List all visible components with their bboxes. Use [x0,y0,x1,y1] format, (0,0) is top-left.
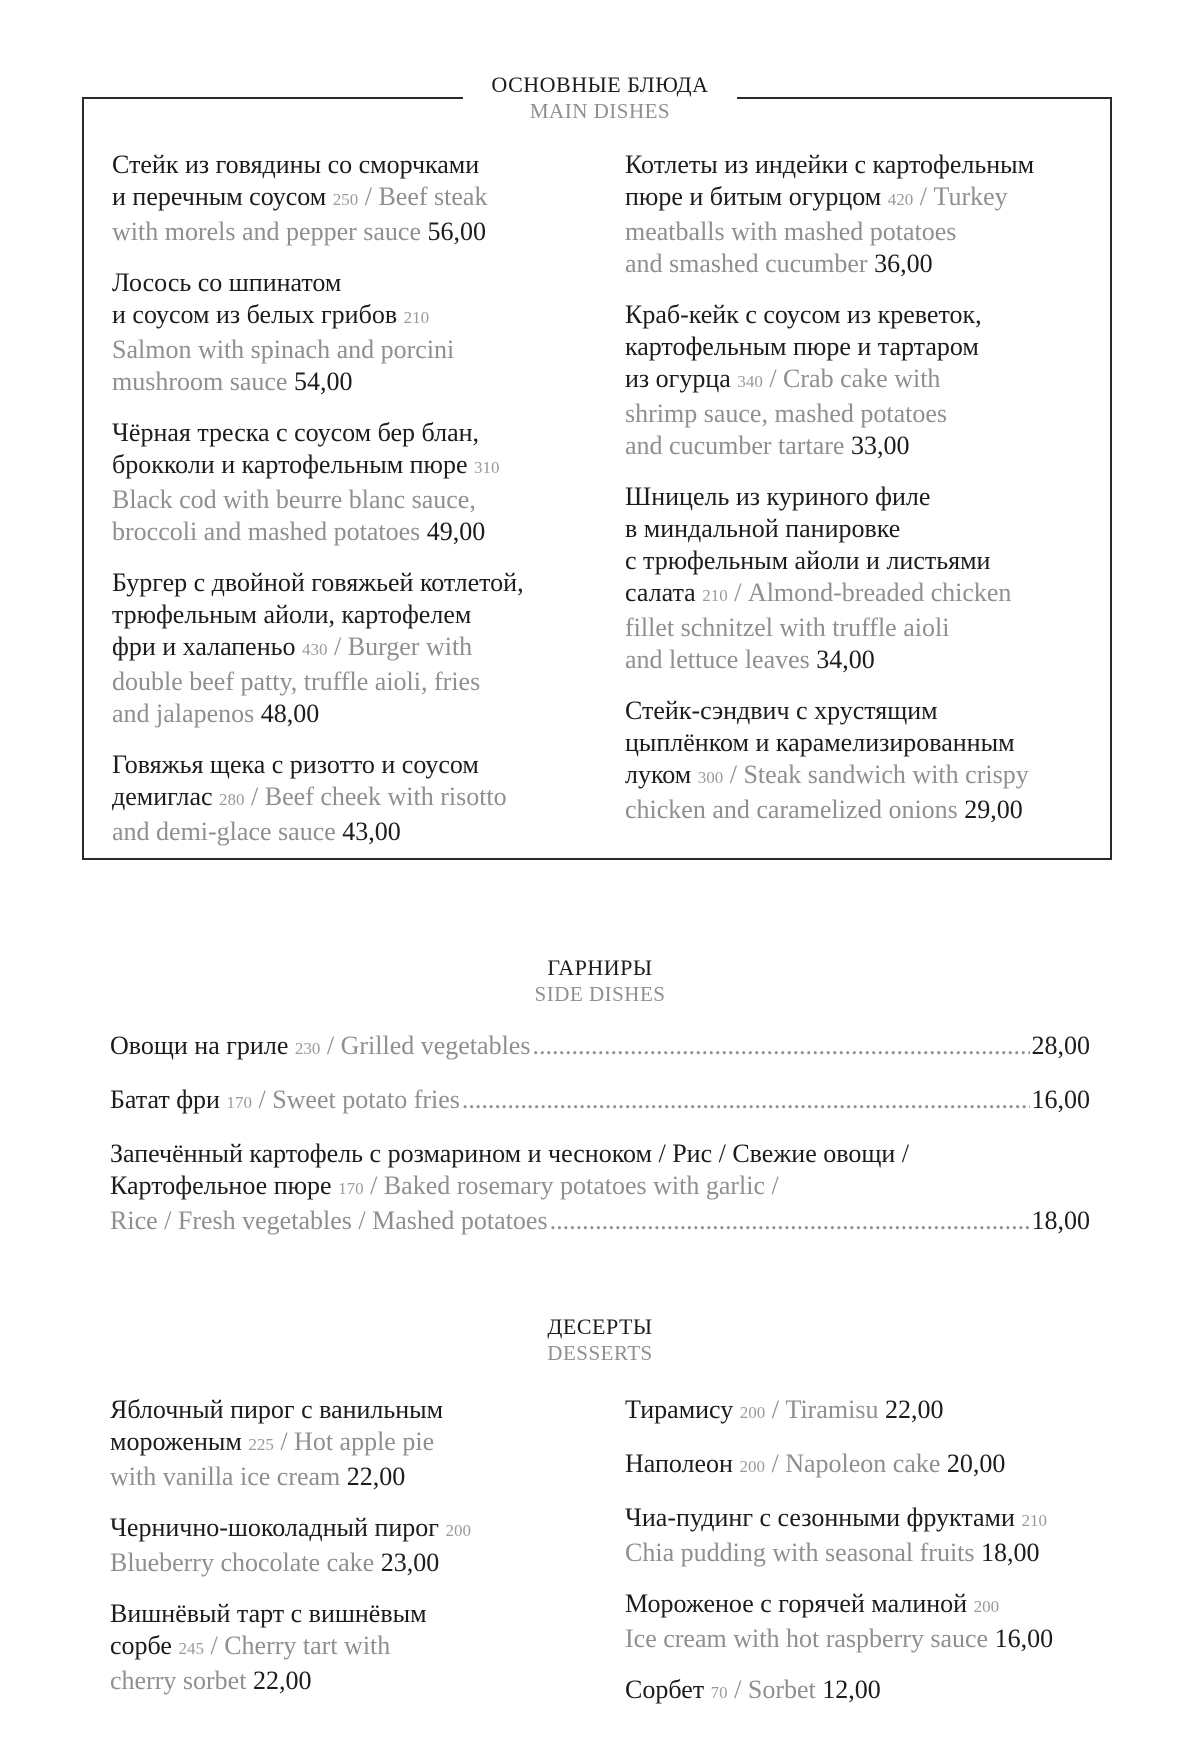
main-dishes-right-column [625,149,1095,845]
main-dishes-left-column [112,149,572,867]
dish-weight: 210 [1021,1511,1047,1530]
dish-name-ru: Мороженое с горячей малиной [625,1589,974,1618]
dish-name-en: / Beef steak [358,182,488,211]
menu-line [625,545,1095,577]
menu-line [112,516,572,548]
desserts-title-ru: ДЕСЕРТЫ [547,1314,653,1339]
menu-line [625,181,1095,216]
main-dishes-title-ru: ОСНОВНЫЕ БЛЮДА [491,72,709,97]
main-dishes-title-en: MAIN DISHES [529,99,671,123]
main-dish-item [625,695,1095,826]
dish-weight: 340 [737,372,763,391]
dish-name-en: / Steak sandwich with crispy [723,760,1029,789]
dish-name-ru: Шницель из куриного филе [625,482,931,511]
dessert-item [110,1394,570,1493]
menu-line [625,149,1095,181]
dish-name-ru: демиглас [112,782,220,811]
dish-weight: 210 [702,586,728,605]
dish-price: 54,00 [293,367,353,396]
dessert-item [625,1502,1105,1569]
dish-weight: 170 [338,1179,364,1198]
menu-line [112,816,572,848]
main-dishes-title [463,72,737,124]
dish-name-en: and lettuce leaves [625,645,817,674]
dish-name-ru: пюре и битым огурцом [625,182,888,211]
side-dishes-list [110,1030,1090,1256]
menu-line [110,1394,570,1426]
dish-price: 36,00 [874,249,933,278]
dish-name-en: / Cherry tart with [203,1631,391,1660]
dish-name-en: / Tiramisu [765,1395,885,1424]
dish-price: 22,00 [346,1462,406,1491]
dish-weight: 280 [219,790,245,809]
dish-name-ru: Наполеон [625,1449,740,1478]
menu-line [625,794,1095,826]
menu-line [112,567,572,599]
dish-name-ru: Картофельное пюре [110,1171,339,1200]
dish-weight: 245 [178,1639,204,1658]
main-dish-item [112,149,572,248]
dish-price: 23,00 [380,1548,440,1577]
dish-name-en: meatballs with mashed potatoes [625,217,957,246]
side-dish-item [110,1030,1090,1065]
menu-line [625,759,1095,794]
dish-name-en: / Grilled vegetables [320,1031,531,1060]
dish-weight: 200 [739,1457,765,1476]
dot-leader [550,1205,1030,1237]
menu-line [112,149,572,181]
side-dishes-title-ru: ГАРНИРЫ [547,955,653,980]
main-dish-item [625,149,1095,280]
dish-weight: 70 [710,1683,728,1702]
dish-name-ru: Чиа-пудинг с сезонными фруктами [625,1503,1022,1532]
menu-line [110,1665,570,1697]
desserts-title-en: DESSERTS [547,1341,653,1365]
dish-name-ru: Тирамису [625,1395,740,1424]
dish-name-ru: Запечённый картофель с розмарином и чесноком / Рис / Свежие овощи / [110,1139,910,1168]
side-dish-item [110,1138,1090,1237]
dish-name-ru: и соусом из белых грибов [112,300,404,329]
menu-line [112,267,572,299]
main-dish-item [112,567,572,730]
dish-name-en: double beef patty, truffle aioli, fries [112,667,481,696]
menu-line [112,417,572,449]
dish-name-ru: трюфельным айоли, картофелем [112,600,472,629]
menu-line [625,216,1095,248]
dish-name-ru: Краб-кейк с соусом из креветок, [625,300,982,329]
dish-name-ru: Овощи на гриле [110,1031,295,1060]
dish-weight: 200 [739,1403,766,1422]
main-dish-item [112,267,572,398]
dish-name-ru: в миндальной панировке [625,514,901,543]
desserts-right-column [625,1394,1105,1728]
dish-name-en: / Crab cake with [762,364,941,393]
dish-name-ru: Стейк из говядины со сморчками [112,150,480,179]
dish-name-en: / Hot apple pie [273,1427,435,1456]
dish-name-ru: сорбе [110,1631,179,1660]
menu-line [110,1030,1090,1065]
dish-weight: 430 [302,640,328,659]
dot-leader [462,1084,1030,1116]
dish-name-en: with vanilla ice cream [110,1462,347,1491]
dish-name-ru: Вишнёвый тарт с вишнёвым [110,1599,427,1628]
dish-name-ru: Чёрная треска с соусом бер блан, [112,418,480,447]
dish-name-en: and smashed cucumber [625,249,875,278]
menu-line [625,363,1095,398]
dish-name-en: / Turkey [913,182,1008,211]
dessert-item [625,1394,1105,1429]
dish-price: 49,00 [426,517,486,546]
menu-line [625,1588,1105,1623]
side-dish-text [110,1084,460,1119]
menu-line [110,1426,570,1461]
menu-line [112,449,572,484]
dish-name-en: Rice / Fresh vegetables / Mashed potatoes [110,1206,548,1235]
dish-name-en: Salmon with spinach and porcini [112,335,455,364]
menu-line [625,727,1095,759]
menu-line [110,1084,1090,1119]
menu-line [625,577,1095,612]
dish-name-en: cherry sorbet [110,1666,253,1695]
menu-line [110,1630,570,1665]
menu-line [625,1674,1105,1709]
dish-price: 34,00 [816,645,875,674]
dish-price: 33,00 [850,431,910,460]
menu-line [112,698,572,730]
dish-weight: 420 [887,190,914,209]
menu-line [112,631,572,666]
menu-line [625,331,1095,363]
dish-name-ru: фри и халапеньо [112,632,302,661]
menu-line [110,1547,570,1579]
main-dish-item [112,417,572,548]
main-dish-item [625,481,1095,676]
dish-name-en: / Sorbet [727,1675,823,1704]
dot-leader [532,1030,1029,1062]
dish-name-ru: Стейк-сэндвич с хрустящим [625,696,938,725]
menu-line [110,1138,1090,1170]
dish-name-en: and cucumber tartare [625,431,851,460]
dish-name-en: and jalapenos [112,699,261,728]
dish-name-ru: Бургер с двойной говяжьей котлетой, [112,568,524,597]
dish-name-ru: картофельным пюре и тартаром [625,332,979,361]
menu-line [625,695,1095,727]
dish-name-en: shrimp sauce, mashed potatoes [625,399,948,428]
side-dish-text [110,1205,548,1237]
dish-price: 22,00 [252,1666,312,1695]
menu-line [625,1537,1105,1569]
menu-line [625,430,1095,462]
dish-price: 18,00 [981,1538,1040,1567]
menu-line [112,366,572,398]
menu-line [625,1623,1105,1655]
dish-name-en: / Sweet potato fries [251,1085,460,1114]
side-dishes-title-en: SIDE DISHES [534,982,666,1006]
dish-weight: 200 [445,1521,471,1540]
dish-name-en: broccoli and mashed potatoes [112,517,427,546]
dish-price: 48,00 [260,699,320,728]
dish-name-en: chicken and caramelized onions [625,795,965,824]
dish-name-ru: брокколи и картофельным пюре [112,450,475,479]
dish-name-ru: луком [625,760,698,789]
dish-name-ru: из огурца [625,364,738,393]
dish-weight: 170 [226,1093,252,1112]
dish-name-ru: мороженым [110,1427,249,1456]
dish-name-ru: Котлеты из индейки с картофельным [625,150,1035,179]
menu-line [625,513,1095,545]
menu-line [112,666,572,698]
dessert-item [625,1674,1105,1709]
dish-name-en: mushroom sauce [112,367,294,396]
side-dishes-title [0,955,1200,1007]
menu-line [625,1502,1105,1537]
menu-line [625,248,1095,280]
menu-line [112,484,572,516]
dish-name-ru: Чернично-шоколадный пирог [110,1513,446,1542]
menu-line [112,599,572,631]
dish-name-en: Black cod with beurre blanc sauce, [112,485,476,514]
dish-price: 12,00 [822,1675,881,1704]
side-dish-text [110,1030,530,1065]
dish-name-ru: Батат фри [110,1085,227,1114]
dish-name-en: Chia pudding with seasonal fruits [625,1538,982,1567]
dish-price: 18,00 [1031,1206,1090,1235]
menu-line [110,1170,1090,1205]
main-dish-item [112,749,572,848]
dish-name-ru: Сорбет [625,1675,711,1704]
dish-name-en: / Beef cheek with risotto [244,782,507,811]
dish-name-ru: с трюфельным айоли и листьями [625,546,991,575]
menu-line [112,781,572,816]
menu-line [112,181,572,216]
dish-price: 16,00 [1031,1085,1090,1114]
dish-name-en: / Burger with [327,632,473,661]
dish-price: 20,00 [946,1449,1006,1478]
menu-line [112,749,572,781]
menu-line [625,1448,1105,1483]
dish-name-en: Ice cream with hot raspberry sauce [625,1624,995,1653]
dessert-item [110,1512,570,1579]
dish-name-en: / Almond-breaded chicken [727,578,1012,607]
dessert-item [625,1448,1105,1483]
dish-name-en: / Baked rosemary potatoes with garlic / [363,1171,779,1200]
dish-price: 56,00 [427,217,487,246]
dish-weight: 250 [332,190,359,209]
side-dish-item [110,1084,1090,1119]
menu-line [625,612,1095,644]
menu-line [112,299,572,334]
dish-weight: 230 [294,1039,321,1058]
menu-line [112,334,572,366]
dish-name-ru: цыплёнком и карамелизированным [625,728,1015,757]
menu-line [625,644,1095,676]
menu-line [110,1205,1090,1237]
main-dish-item [625,299,1095,462]
menu-line [625,481,1095,513]
desserts-left-column [110,1394,570,1716]
menu-line [112,216,572,248]
dessert-item [110,1598,570,1697]
desserts-title [0,1314,1200,1366]
menu-line [110,1598,570,1630]
menu-line [625,1394,1105,1429]
menu-line [625,299,1095,331]
menu-line [625,398,1095,430]
dish-name-en: / Napoleon cake [764,1449,947,1478]
menu-line [110,1461,570,1493]
dish-name-en: with morels and pepper sauce [112,217,428,246]
dish-weight: 210 [403,308,430,327]
dish-price: 29,00 [964,795,1023,824]
dish-price: 16,00 [994,1624,1054,1653]
dish-price: 28,00 [1031,1031,1090,1060]
dish-weight: 200 [973,1597,1000,1616]
dish-weight: 225 [248,1435,274,1454]
dish-name-ru: Яблочный пирог с ванильным [110,1395,444,1424]
dish-name-ru: салата [625,578,703,607]
dish-name-ru: и перечным соусом [112,182,333,211]
dish-price: 22,00 [884,1395,944,1424]
dish-name-ru: Говяжья щека с ризотто и соусом [112,750,479,779]
dish-weight: 310 [474,458,500,477]
dish-name-ru: Лосось со шпинатом [112,268,342,297]
dessert-item [625,1588,1105,1655]
dish-name-en: fillet schnitzel with truffle aioli [625,613,950,642]
dish-name-en: Blueberry chocolate cake [110,1548,381,1577]
dish-price: 43,00 [342,817,401,846]
dish-weight: 300 [697,768,724,787]
menu-line [110,1512,570,1547]
dish-name-en: and demi-glace sauce [112,817,343,846]
